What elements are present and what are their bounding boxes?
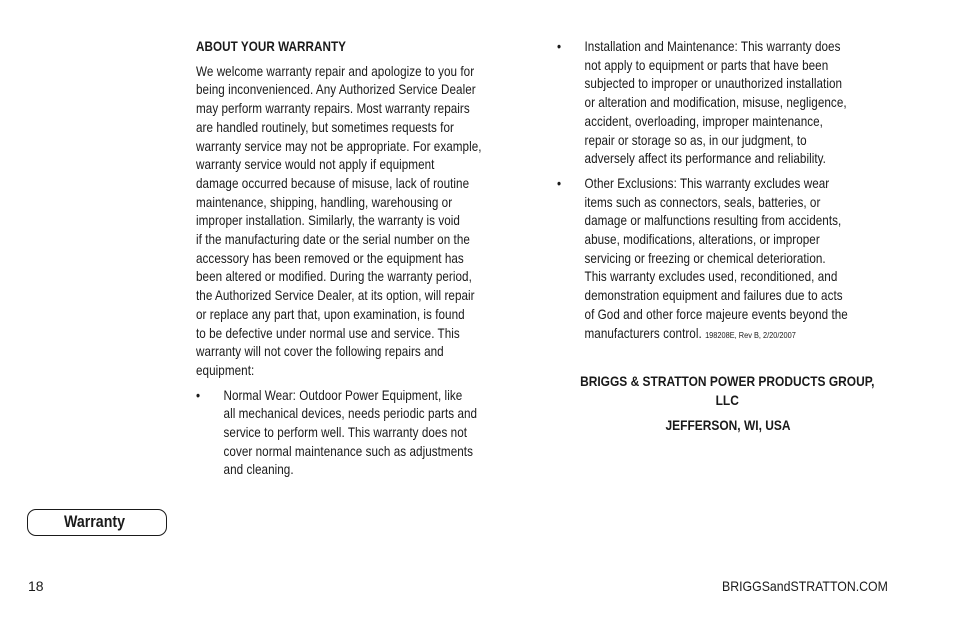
bullet-line: accident, overloading, improper maintenance, — [584, 113, 823, 129]
intro-line: to be defective under normal use and service. This — [196, 325, 460, 341]
footer-website: BRIGGSandSTRATTON.COM — [722, 578, 888, 594]
intro-line: damage occurred because of misuse, lack of routine — [196, 175, 470, 191]
intro-line: being inconvenienced. Any Authorized Service Dealer — [196, 82, 476, 98]
intro-line: improper installation. Similarly, the warranty is void — [196, 213, 460, 229]
bullet-text — [224, 387, 536, 481]
section-heading: ABOUT YOUR WARRANTY — [196, 39, 346, 54]
bullet-line: damage or malfunctions resulting from accidents, — [584, 213, 842, 229]
intro-line: may perform warranty repairs. Most warranty repairs — [196, 101, 470, 117]
page-number: 18 — [28, 578, 44, 594]
bullet-line: Installation and Maintenance: This warranty does — [584, 39, 841, 54]
bullet-line: repair or storage so as, in our judgment, to — [584, 132, 807, 148]
intro-line: or replace any part that, upon examination, is found — [196, 306, 465, 322]
intro-line: are handled routinely, but sometimes requests for — [196, 119, 454, 135]
bullet-normal-wear — [196, 387, 536, 481]
bullet-text — [585, 38, 901, 169]
bullet-line: subjected to improper or unauthorized installation — [584, 76, 843, 92]
intro-line: equipment: — [196, 362, 255, 378]
company-address — [560, 417, 895, 436]
company-name-line: BRIGGS & STRATTON POWER PRODUCTS GROUP, — [580, 374, 875, 389]
intro-line: been altered or modified. During the warranty period, — [196, 269, 472, 285]
bullet-line: service to perform well. This warranty does not — [223, 425, 468, 441]
intro-line: warranty service may not be appropriate. For example, — [196, 138, 482, 154]
intro-line: the Authorized Service Dealer, at its option, will repair — [196, 288, 475, 304]
bullet-installation — [557, 38, 901, 169]
bullet-line: and cleaning. — [223, 462, 294, 478]
company-block — [560, 373, 895, 436]
right-column — [557, 38, 901, 344]
bullet-other-exclusions — [557, 175, 901, 344]
section-tab-label: Warranty — [64, 513, 125, 531]
intro-line: maintenance, shipping, handling, warehousing or — [196, 194, 453, 210]
bullet-marker: • — [557, 39, 562, 54]
intro-paragraph — [196, 63, 536, 381]
company-name-line: LLC — [715, 392, 740, 408]
bullet-line: items such as connectors, seals, batteries, or — [584, 194, 821, 210]
intro-line: warranty will not cover the following repairs and — [196, 344, 444, 360]
bullet-marker: • — [557, 175, 562, 191]
left-column — [196, 38, 536, 480]
bullet-line: servicing or freezing or chemical deterioration. — [584, 250, 826, 266]
intro-line: warranty service would not apply if equipment — [196, 157, 435, 173]
bullet-line: of God and other force majeure events beyond the — [584, 306, 848, 322]
bullet-line: or alteration and modification, misuse, negligence, — [584, 95, 847, 111]
bullet-line: cover normal maintenance such as adjustments — [223, 443, 473, 459]
bullet-line: This warranty excludes used, reconditioned, and — [584, 269, 838, 285]
company-name — [560, 373, 895, 410]
bullet-line: all mechanical devices, needs periodic parts and — [223, 406, 478, 422]
bullet-line: Other Exclusions: This warranty excludes wear — [584, 175, 830, 191]
bullet-line: abuse, modifications, alterations, or improper — [584, 232, 820, 248]
intro-line: accessory has been removed or the equipment has — [196, 250, 464, 266]
section-tab — [27, 509, 167, 536]
intro-line: We welcome warranty repair and apologize to you for — [196, 63, 475, 79]
bullet-line: Normal Wear: Outdoor Power Equipment, like — [223, 387, 463, 403]
company-address-text: JEFFERSON, WI, USA — [665, 418, 790, 434]
bullet-line: demonstration equipment and failures due to acts — [584, 288, 843, 304]
revision-note: 198208E, Rev B, 2/20/2007 — [705, 329, 796, 340]
bullet-marker: • — [196, 387, 201, 403]
intro-line: if the manufacturing date or the serial number on the — [196, 232, 470, 248]
bullet-line: not apply to equipment or parts that have been — [584, 57, 829, 73]
bullet-text — [585, 175, 901, 344]
bullet-line: manufacturers control. — [584, 325, 702, 341]
bullet-line: adversely affect its performance and reliability. — [584, 151, 826, 167]
